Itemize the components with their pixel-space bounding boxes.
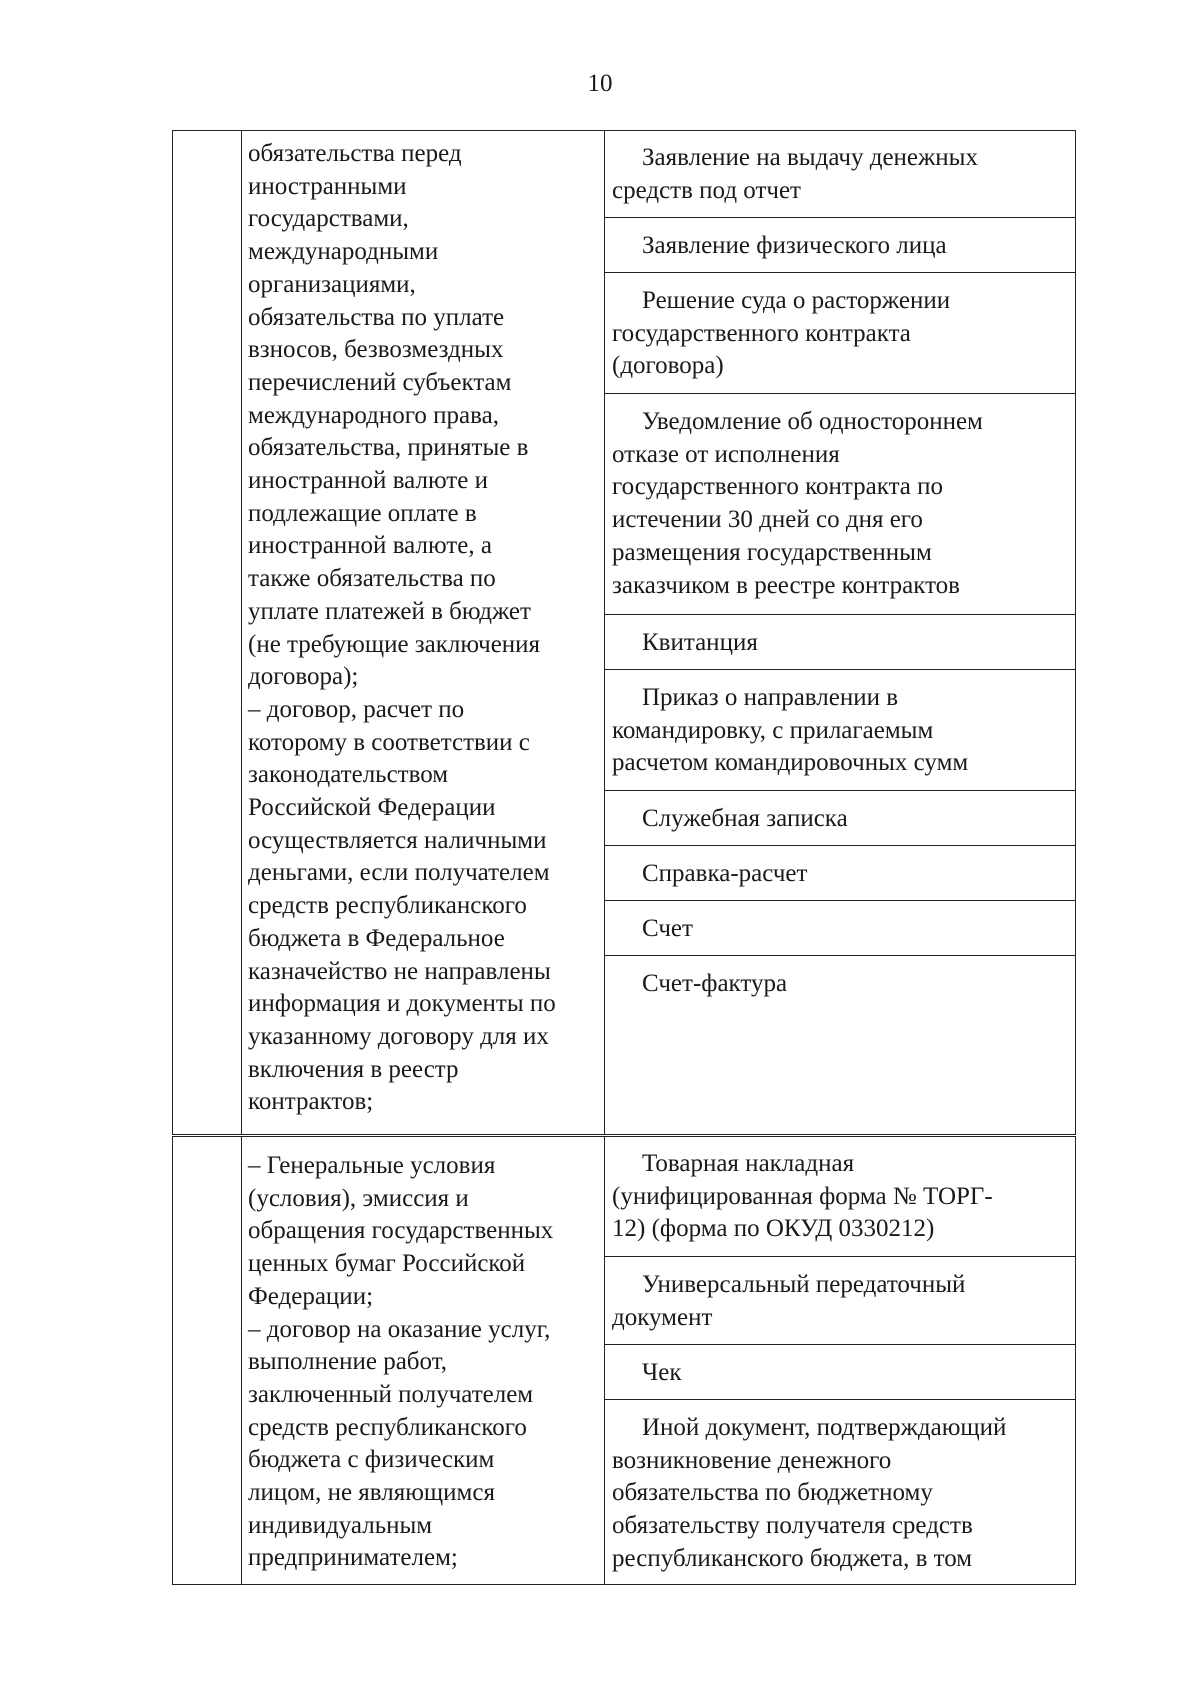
document-name: Счет-фактура bbox=[642, 970, 788, 997]
document-cell bbox=[604, 1400, 1076, 1584]
document-name: Приказ о направлении в командировку, с прилагаемым расчетом командировочных сумм bbox=[612, 684, 969, 777]
document-cell bbox=[604, 615, 1076, 670]
number-column bbox=[172, 1136, 242, 1584]
document-cell bbox=[604, 670, 1076, 791]
document-cell bbox=[604, 956, 1076, 1134]
document-name: Служебная записка bbox=[642, 805, 848, 832]
document-name: Иной документ, подтверждающий возникновение денежного обязательства по бюджетному обязательству получателя средств республиканского бюджета, в том bbox=[612, 1414, 1007, 1572]
document-name: Товарная накладная (унифицированная форма № ТОРГ- 12) (форма по ОКУД 0330212) bbox=[612, 1150, 993, 1243]
table-block-1 bbox=[172, 130, 1076, 1134]
block-separator bbox=[172, 1134, 1076, 1135]
document-cell bbox=[604, 1257, 1076, 1345]
document-name: Уведомление об одностороннем отказе от исполнения государственного контракта по истечении 30 дней со дня его размещения государственным заказчиком в реестре контрактов bbox=[612, 408, 983, 599]
table-bottom-border bbox=[172, 1584, 1076, 1585]
document-cell bbox=[604, 846, 1076, 901]
document-name: Решение суда о расторжении государственного контракта (договора) bbox=[612, 287, 951, 380]
document-cell bbox=[604, 273, 1076, 394]
document-cell bbox=[604, 394, 1076, 615]
document-name: Заявление физического лица bbox=[642, 232, 947, 259]
document-name: Заявление на выдачу денежных средств под отчет bbox=[612, 144, 978, 204]
number-column bbox=[172, 130, 242, 1134]
document-cell bbox=[604, 901, 1076, 956]
document-cell bbox=[604, 791, 1076, 846]
document-name: Квитанция bbox=[642, 629, 758, 656]
basis-text: обязательства перед иностранными государствами, международными организациями, обязательства по уплате взносов, безвозмездных перечислений субъектам международного права, обязательства, принятые в иностранной валюте и подлежащие оплате в иностранной валюте, а также обязательства по уплате платежей в бюджет (не требующие заключения договора); – договор, расчет по которому в соответствии с законодательством Российской Федерации осуществляется наличными деньгами, если получателем средств республиканского бюджета в Федеральное казначейство не направлены информация и документы по указанному договору для их включения в реестр контрактов; bbox=[248, 140, 556, 1116]
document-name: Универсальный передаточный документ bbox=[612, 1271, 966, 1331]
document-name: Чек bbox=[642, 1359, 682, 1386]
basis-text: – Генеральные условия (условия), эмиссия и обращения государственных ценных бумаг Российской Федерации; – договор на оказание услуг, выполнение работ, заключенный получателем средств республиканского бюджета с физическим лицом, не являющимся индивидуальным предпринимателем; bbox=[248, 1152, 554, 1572]
document-name: Справка-расчет bbox=[642, 860, 808, 887]
document-cell bbox=[604, 218, 1076, 273]
document-cell bbox=[604, 1136, 1076, 1257]
table-block-2 bbox=[172, 1136, 1076, 1584]
document-name: Счет bbox=[642, 915, 693, 942]
document-cell bbox=[604, 1345, 1076, 1400]
document-cell bbox=[604, 130, 1076, 218]
page-number: 10 bbox=[587, 70, 613, 97]
